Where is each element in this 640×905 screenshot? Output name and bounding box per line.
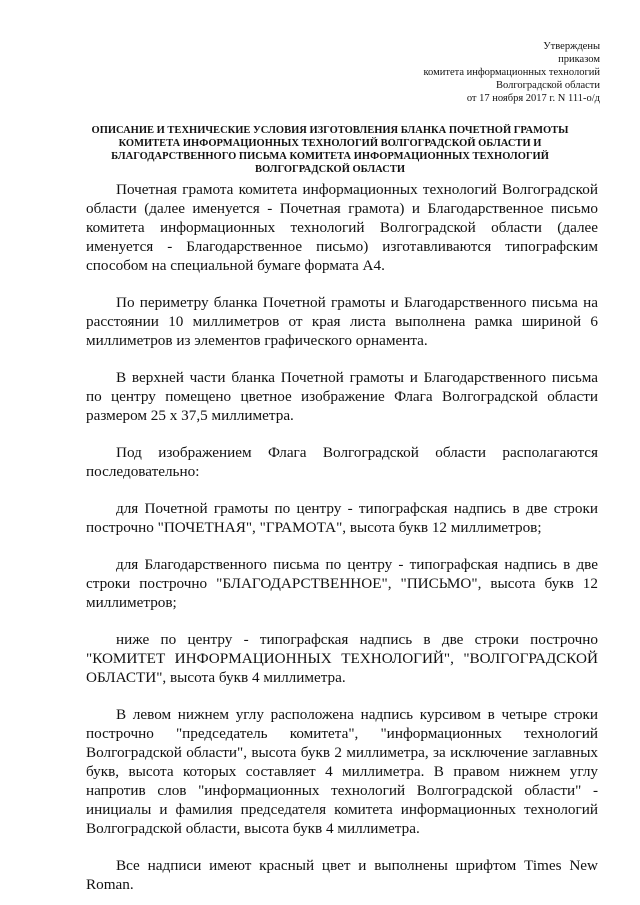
approval-line: Утверждены <box>543 41 600 52</box>
paragraph: В верхней части бланка Почетной грамоты и Благодарственного письма по центру помещено цветное изображение Флага Волгоградской области размером 25 x 37,5 миллиметра. <box>86 369 598 424</box>
paragraph: По периметру бланка Почетной грамоты и Благодарственного письма на расстоянии 10 миллиметров от края листа выполнена рамка шириной 6 миллиметров из элементов графического орнамента. <box>86 294 598 349</box>
paragraph: Под изображением Флага Волгоградской области располагаются последовательно: <box>86 444 598 480</box>
paragraph: для Благодарственного письма по центру - типографская надпись в две строки построчно "БЛАГОДАРСТВЕННОЕ", "ПИСЬМО", высота букв 12 миллиметров; <box>86 556 598 611</box>
approval-block <box>423 40 600 105</box>
approval-line: от 17 ноября 2017 г. N 111-о/д <box>466 93 600 104</box>
approval-line: комитета информационных технологий <box>423 67 600 78</box>
paragraph: ниже по центру - типографская надпись в две строки построчно "КОМИТЕТ ИНФОРМАЦИОННЫХ ТЕХНОЛОГИЙ", "ВОЛГОГРАДСКОЙ ОБЛАСТИ", высота букв 4 миллиметра. <box>86 631 598 686</box>
paragraph: Почетная грамота комитета информационных технологий Волгоградской области (далее именуется - Почетная грамота) и Благодарственное письмо комитета информационных технологий Волгоградской области (далее именуется - Благодарственное письмо) изготавливаются типографским способом на специальной бумаге формата А4. <box>86 181 598 274</box>
document-title: ОПИСАНИЕ И ТЕХНИЧЕСКИЕ УСЛОВИЯ ИЗГОТОВЛЕНИЯ БЛАНКА ПОЧЕТНОЙ ГРАМОТЫ КОМИТЕТА ИНФОРМАЦИОННЫХ ТЕХНОЛОГИЙ ВОЛГОГРАДСКОЙ ОБЛАСТИ И БЛАГОДАРСТВЕННОГО ПИСЬМА КОМИТЕТА ИНФОРМАЦИОННЫХ ТЕХНОЛОГИЙ ВОЛГОГРАДСКОЙ ОБЛАСТИ <box>91 125 569 175</box>
approval-line: приказом <box>558 54 600 65</box>
paragraph: для Почетной грамоты по центру - типографская надпись в две строки построчно "ПОЧЕТНАЯ", "ГРАМОТА", высота букв 12 миллиметров; <box>86 500 598 536</box>
paragraph: В левом нижнем углу расположена надпись курсивом в четыре строки построчно "председатель комитета", "информационных технологий Волгоградской области", высота букв 2 миллиметра, за исключение заглавных букв, высота которых составляет 4 миллиметра. В правом нижнем углу напротив слов "информационных технологий Волгоградской области" - инициалы и фамилия председателя комитета информационных технологий Волгоградской области, высота букв 4 миллиметра. <box>86 706 598 837</box>
document-body <box>86 180 598 894</box>
approval-line: Волгоградской области <box>495 80 600 91</box>
paragraph: Все надписи имеют красный цвет и выполнены шрифтом Times New Roman. <box>86 857 598 893</box>
